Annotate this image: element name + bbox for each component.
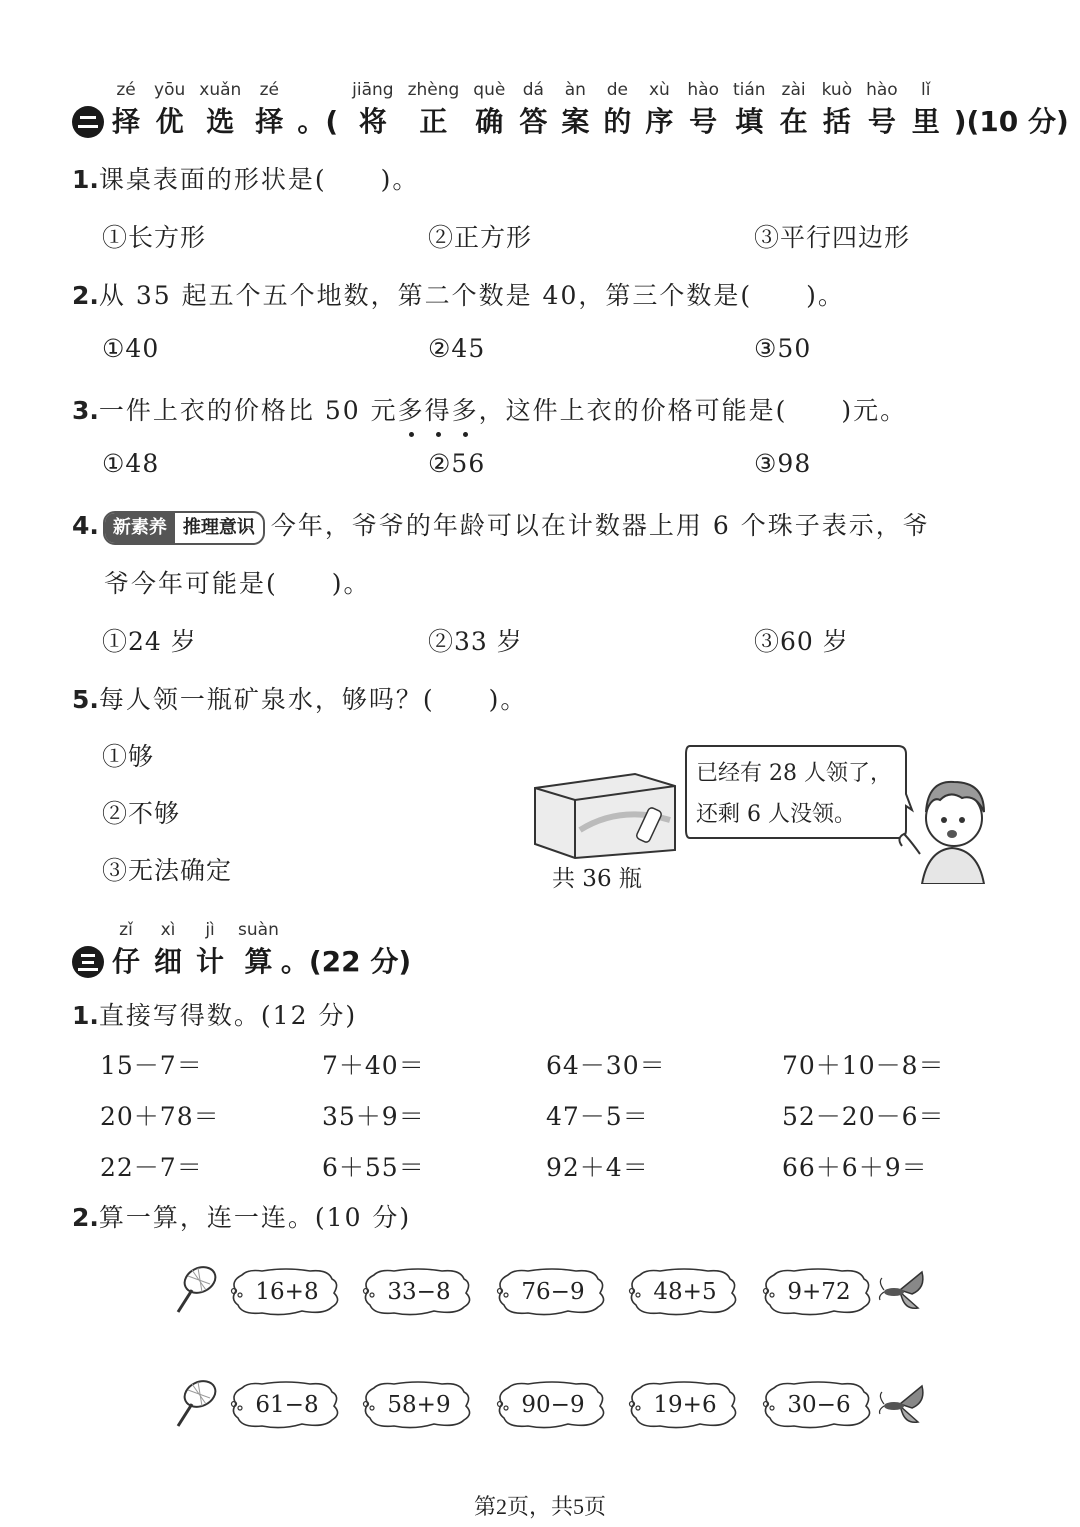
hanzi: 选 [206,105,235,138]
emphasis-char: 多 [398,391,425,427]
hanzi: 答 [519,105,548,138]
calc-item: 66＋6＋9＝ [782,1153,928,1182]
expression-cloud[interactable] [228,1380,346,1430]
title-char [561,78,589,142]
q3-option-3: ③98 [754,449,812,478]
pinyin: xù [648,80,670,100]
section-3-header [72,918,411,982]
badge-reasoning: 推理意识 [182,516,255,538]
hanzi: 序 [645,105,674,138]
hanzi: 择 [255,105,284,138]
pinyin: lǐ [920,80,931,100]
expression-text: 58+9 [387,1392,451,1418]
title-char [687,78,719,142]
pinyin: jiāng [352,80,394,100]
section-3-title-tail: 。(22 分) [280,945,412,978]
expression-text: 16+8 [255,1279,319,1305]
expression-text: 19+6 [653,1392,717,1418]
expression-cloud[interactable] [626,1380,744,1430]
pinyin: yōu [154,80,186,100]
emphasis-char: 得 [425,391,452,427]
hanzi: 里 [911,105,940,138]
calc-item: 20＋78＝ [100,1102,220,1131]
section-3-title [112,918,293,982]
boy-illustration [892,766,1002,884]
hanzi: 正 [419,105,448,138]
q3-option-2: ②56 [428,449,486,478]
box-caption: 共 36 瓶 [552,866,642,892]
title-char [196,918,224,982]
pinyin: zé [116,80,136,100]
section-2-header [72,78,1069,142]
expression-text: 30−6 [787,1392,851,1418]
calc-item: 15－7＝ [100,1051,203,1080]
hanzi: 在 [779,105,808,138]
q3-option-1: ①48 [102,449,160,478]
expression-cloud[interactable] [494,1380,612,1430]
title-char [603,78,631,142]
hanzi: 号 [689,105,718,138]
butterfly-net-icon [170,1376,222,1428]
expression-cloud[interactable] [760,1267,878,1317]
expression-text: 48+5 [653,1279,717,1305]
hanzi: 优 [155,105,184,138]
expression-text: 61−8 [255,1392,319,1418]
pinyin: hào [866,80,898,100]
hanzi: 确 [475,105,504,138]
pinyin: de [606,80,628,100]
title-char [154,78,185,142]
title-char [473,78,505,142]
hanzi: 案 [561,105,590,138]
q4-option-3: ③60 岁 [754,627,849,656]
title-char [154,918,182,982]
expression-text: 76−9 [521,1279,585,1305]
section-number-three-icon [72,946,104,978]
question-5: 5.每人领一瓶矿泉水，够吗？( )。 [72,685,528,714]
q1-option-3: ③平行四边形 [754,223,911,252]
expression-cloud[interactable] [360,1267,478,1317]
butterfly-net-icon [170,1262,222,1314]
water-box-illustration [530,770,680,860]
pinyin: tián [732,80,766,100]
calc-item: 35＋9＝ [322,1102,425,1131]
pinyin: suàn [238,920,279,940]
pinyin: xuǎn [199,80,242,100]
title-char [519,78,547,142]
title-char [238,918,279,982]
hanzi: 细 [154,945,183,978]
speech-line-1: 已经有 28 人领了， [696,761,892,786]
q2-option-1: ①40 [102,334,160,363]
pinyin: jì [205,920,215,940]
title-char [255,78,283,142]
title-char [733,78,766,142]
hanzi: 填 [735,105,764,138]
calc-item: 70＋10－8＝ [782,1051,945,1080]
pinyin: què [473,80,506,100]
expression-cloud[interactable] [494,1267,612,1317]
hanzi: 择 [112,105,141,138]
calc-item: 7＋40＝ [322,1051,425,1080]
calc-item: 92＋4＝ [546,1153,649,1182]
calc-item: 6＋55＝ [322,1153,425,1182]
pinyin: kuò [821,80,853,100]
pinyin: àn [564,80,586,100]
q5-option-3: ③无法确定 [102,856,233,885]
question-4: 4. 新素养 推理意识 今年，爷爷的年龄可以在计数器上用 6 个珠子表示，爷 [72,506,930,545]
hanzi: 的 [603,105,632,138]
emphasis-char: 多 [452,391,479,427]
expression-text: 90−9 [521,1392,585,1418]
q5-option-1: ①够 [102,742,155,771]
pinyin: zài [781,80,806,100]
question-2: 2.从 35 起五个五个地数，第二个数是 40，第三个数是( )。 [72,281,845,310]
q1-option-1: ①长方形 [102,223,207,252]
q2-option-3: ③50 [754,334,812,363]
hanzi: 号 [867,105,896,138]
expression-cloud[interactable] [760,1380,878,1430]
title-char [112,78,140,142]
pinyin: zé [259,80,279,100]
badge-new-literacy: 新素养 [105,513,175,543]
hanzi: 算 [244,945,273,978]
q4-option-2: ②33 岁 [428,627,523,656]
literacy-badge [103,511,265,545]
hanzi: 仔 [112,945,141,978]
title-char [297,78,338,142]
hanzi: 计 [196,945,225,978]
q1-option-2: ②正方形 [428,223,533,252]
title-char [408,78,460,142]
butterfly-icon [876,1266,928,1312]
title-char [822,78,853,142]
butterfly-icon [876,1380,928,1426]
hanzi: 括 [822,105,851,138]
pinyin: hào [687,80,719,100]
pinyin: zǐ [119,920,133,940]
title-char [199,78,241,142]
calc-part-2: 2.算一算，连一连。(10 分) [72,1203,412,1232]
q4-option-1: ①24 岁 [102,627,197,656]
pinyin: xì [160,920,176,940]
expression-cloud[interactable] [360,1380,478,1430]
section-number-two-icon [72,106,104,138]
question-4-continued: 爷今年可能是( )。 [104,569,371,598]
expression-cloud[interactable] [626,1267,744,1317]
calc-item: 52－20－6＝ [782,1102,945,1131]
pinyin: dá [522,80,544,100]
hanzi: 将 [358,105,387,138]
title-char [780,78,808,142]
expression-text: 33−8 [387,1279,451,1305]
expression-text: 9+72 [787,1279,851,1305]
calc-part-1: 1.直接写得数。(12 分) [72,1001,358,1030]
question-3: 3.一件上衣的价格比 50 元多得多，这件上衣的价格可能是( )元。 [72,391,907,427]
title-char [112,918,140,982]
section-2-title [112,78,954,142]
hanzi: 。( [297,105,339,138]
title-char [645,78,673,142]
q5-option-2: ②不够 [102,799,181,828]
pinyin: zhèng [407,80,460,100]
page-footer: 第2页，共5页 [473,1494,606,1519]
question-1: 1.课桌表面的形状是( )。 [72,165,420,194]
section-2-title-tail: )(10 分) [953,105,1069,138]
q2-option-2: ②45 [428,334,486,363]
title-char [866,78,898,142]
expression-cloud[interactable] [228,1267,346,1317]
calc-item: 22－7＝ [100,1153,203,1182]
calc-item: 47－5＝ [546,1102,649,1131]
title-char [912,78,940,142]
calc-item: 64－30＝ [546,1051,666,1080]
speech-line-2: 还剩 6 人没领。 [696,802,856,827]
title-char [352,78,393,142]
